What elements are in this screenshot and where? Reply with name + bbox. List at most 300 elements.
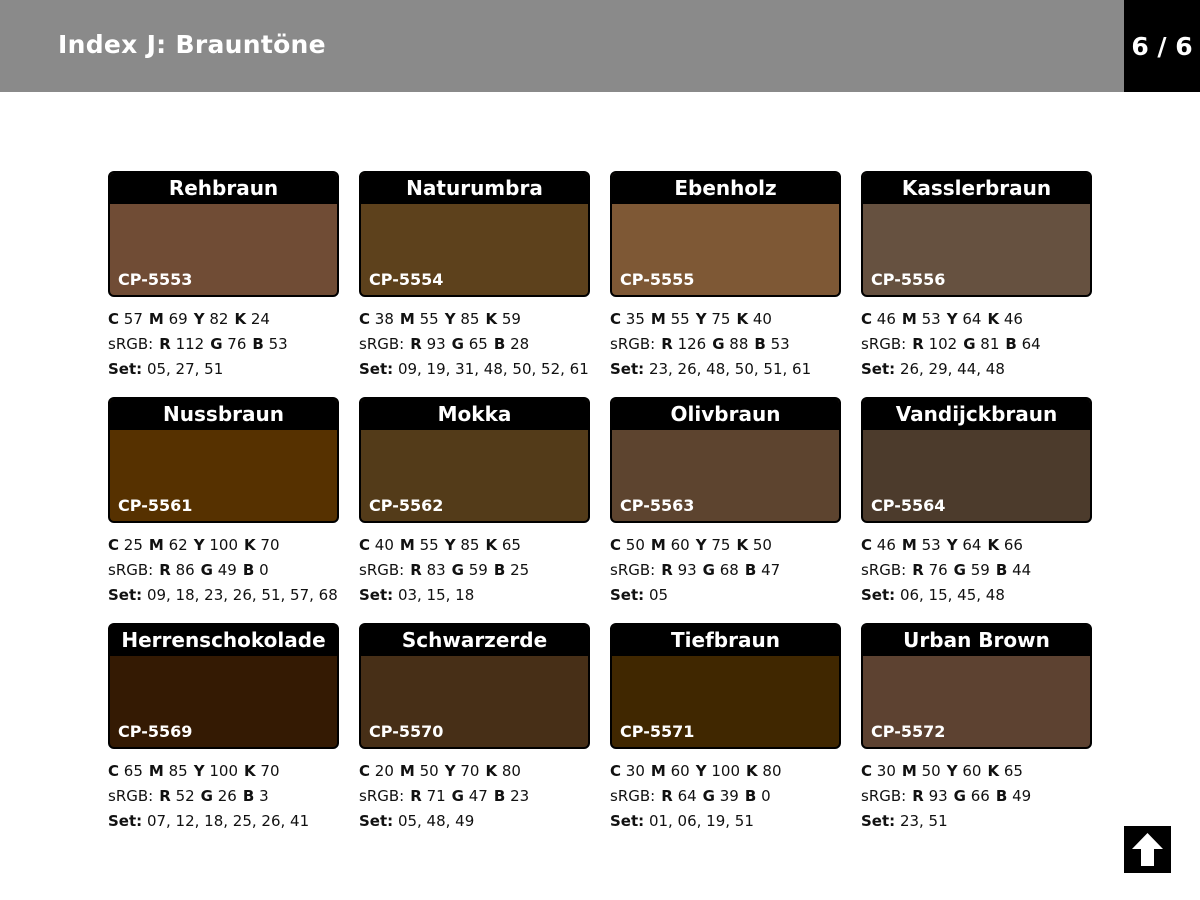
cmyk-label-c: C — [108, 762, 120, 780]
color-name: Kasslerbraun — [863, 173, 1090, 204]
color-specs — [359, 533, 590, 608]
color-card — [610, 171, 841, 397]
rgb-label-b: B — [242, 787, 255, 805]
color-swatch — [108, 171, 339, 297]
rgb-value-b: 53 — [268, 335, 288, 353]
set-values: 03, 15, 18 — [397, 586, 475, 604]
rgb-value-r: 86 — [175, 561, 195, 579]
rgb-value-b: 25 — [510, 561, 530, 579]
cmyk-value-y: 64 — [962, 310, 982, 328]
color-code: CP-5561 — [118, 496, 193, 515]
cmyk-value-y: 75 — [711, 310, 731, 328]
srgb-label: sRGB: — [861, 335, 907, 353]
set-line — [108, 357, 339, 382]
rgb-label-g: G — [702, 787, 715, 805]
srgb-label: sRGB: — [108, 335, 154, 353]
rgb-value-g: 88 — [729, 335, 749, 353]
rgb-label-b: B — [744, 787, 757, 805]
page-number-box — [1124, 0, 1200, 92]
color-specs — [108, 533, 339, 608]
back-to-top-button[interactable] — [1124, 826, 1171, 873]
set-line — [610, 809, 841, 834]
rgb-label-r: R — [912, 787, 924, 805]
rgb-label-g: G — [210, 335, 223, 353]
rgb-label-r: R — [410, 787, 422, 805]
rgb-label-b: B — [1005, 335, 1017, 353]
cmyk-label-y: Y — [193, 762, 205, 780]
srgb-label: sRGB: — [359, 561, 405, 579]
color-card — [861, 397, 1092, 623]
rgb-value-b: 28 — [510, 335, 530, 353]
srgb-line — [610, 332, 841, 357]
rgb-value-g: 47 — [468, 787, 488, 805]
rgb-value-b: 47 — [761, 561, 781, 579]
rgb-value-g: 66 — [970, 787, 990, 805]
color-card — [108, 623, 339, 849]
cmyk-label-k: K — [234, 310, 247, 328]
color-swatch — [861, 623, 1092, 749]
color-swatch — [359, 171, 590, 297]
color-swatch — [610, 397, 841, 523]
rgb-value-g: 59 — [468, 561, 488, 579]
color-code: CP-5564 — [871, 496, 946, 515]
color-name: Vandijckbraun — [863, 399, 1090, 430]
rgb-value-r: 112 — [175, 335, 205, 353]
rgb-value-r: 76 — [928, 561, 948, 579]
color-code: CP-5562 — [369, 496, 444, 515]
set-values: 05, 48, 49 — [397, 812, 475, 830]
cmyk-value-c: 30 — [625, 762, 645, 780]
cmyk-label-y: Y — [444, 310, 456, 328]
color-swatch-grid — [108, 171, 1092, 849]
rgb-label-b: B — [744, 561, 757, 579]
cmyk-label-c: C — [610, 536, 622, 554]
set-line — [108, 583, 339, 608]
set-values: 05, 27, 51 — [146, 360, 224, 378]
cmyk-label-c: C — [108, 536, 120, 554]
cmyk-label-c: C — [359, 536, 371, 554]
set-label: Set: — [359, 360, 394, 378]
cmyk-line — [610, 533, 841, 558]
cmyk-value-c: 35 — [625, 310, 645, 328]
color-code: CP-5570 — [369, 722, 444, 741]
set-line — [610, 357, 841, 382]
arrow-up-icon — [1124, 826, 1171, 873]
rgb-value-r: 71 — [426, 787, 446, 805]
set-values: 26, 29, 44, 48 — [899, 360, 1005, 378]
cmyk-value-c: 65 — [123, 762, 143, 780]
rgb-value-g: 26 — [217, 787, 237, 805]
cmyk-value-k: 70 — [260, 536, 280, 554]
rgb-label-g: G — [451, 561, 464, 579]
rgb-value-g: 65 — [468, 335, 488, 353]
set-label: Set: — [610, 360, 645, 378]
srgb-line — [108, 332, 339, 357]
rgb-label-b: B — [242, 561, 255, 579]
set-label: Set: — [108, 586, 143, 604]
cmyk-value-m: 50 — [419, 762, 439, 780]
color-name: Herrenschokolade — [110, 625, 337, 656]
rgb-label-b: B — [995, 787, 1008, 805]
cmyk-label-y: Y — [695, 310, 707, 328]
color-specs — [610, 533, 841, 608]
rgb-value-g: 76 — [227, 335, 247, 353]
set-values: 09, 18, 23, 26, 51, 57, 68 — [146, 586, 338, 604]
cmyk-value-c: 57 — [123, 310, 143, 328]
color-card — [610, 623, 841, 849]
set-label: Set: — [861, 812, 896, 830]
rgb-label-g: G — [963, 335, 976, 353]
cmyk-label-c: C — [610, 310, 622, 328]
srgb-line — [359, 784, 590, 809]
srgb-line — [861, 558, 1092, 583]
cmyk-label-m: M — [148, 310, 164, 328]
cmyk-label-k: K — [746, 762, 758, 780]
cmyk-line — [861, 307, 1092, 332]
set-values: 07, 12, 18, 25, 26, 41 — [146, 812, 310, 830]
cmyk-line — [861, 759, 1092, 784]
cmyk-label-k: K — [485, 310, 498, 328]
cmyk-label-m: M — [901, 536, 917, 554]
cmyk-label-m: M — [901, 762, 917, 780]
color-code: CP-5556 — [871, 270, 946, 289]
srgb-line — [108, 558, 339, 583]
rgb-label-b: B — [252, 335, 264, 353]
srgb-line — [610, 558, 841, 583]
rgb-label-r: R — [661, 335, 673, 353]
cmyk-line — [359, 533, 590, 558]
cmyk-label-y: Y — [946, 762, 958, 780]
cmyk-value-m: 62 — [168, 536, 188, 554]
set-label: Set: — [359, 586, 394, 604]
set-label: Set: — [108, 812, 143, 830]
cmyk-label-k: K — [244, 536, 256, 554]
rgb-label-b: B — [995, 561, 1008, 579]
cmyk-label-y: Y — [946, 536, 958, 554]
rgb-value-b: 53 — [770, 335, 790, 353]
rgb-value-b: 3 — [259, 787, 269, 805]
cmyk-value-m: 60 — [670, 762, 690, 780]
cmyk-line — [610, 759, 841, 784]
cmyk-value-y: 85 — [460, 310, 480, 328]
color-name: Nussbraun — [110, 399, 337, 430]
cmyk-line — [610, 307, 841, 332]
rgb-value-b: 23 — [510, 787, 530, 805]
cmyk-label-c: C — [861, 536, 873, 554]
rgb-value-g: 39 — [719, 787, 739, 805]
rgb-label-b: B — [493, 335, 506, 353]
rgb-label-r: R — [159, 787, 171, 805]
cmyk-label-m: M — [650, 536, 666, 554]
set-values: 01, 06, 19, 51 — [648, 812, 754, 830]
set-values: 23, 51 — [899, 812, 948, 830]
color-swatch — [861, 397, 1092, 523]
color-swatch — [108, 397, 339, 523]
color-swatch — [359, 397, 590, 523]
rgb-value-b: 0 — [259, 561, 269, 579]
set-line — [861, 809, 1092, 834]
cmyk-label-y: Y — [695, 762, 707, 780]
cmyk-value-c: 30 — [876, 762, 896, 780]
cmyk-value-m: 55 — [419, 310, 439, 328]
rgb-label-b: B — [493, 787, 506, 805]
set-label: Set: — [861, 360, 896, 378]
rgb-value-r: 93 — [426, 335, 446, 353]
color-card — [108, 171, 339, 397]
cmyk-label-m: M — [399, 762, 415, 780]
cmyk-label-m: M — [399, 536, 415, 554]
set-values: 09, 19, 31, 48, 50, 52, 61 — [397, 360, 589, 378]
cmyk-value-m: 85 — [168, 762, 188, 780]
cmyk-label-c: C — [861, 762, 873, 780]
set-values: 05 — [648, 586, 669, 604]
rgb-label-r: R — [159, 335, 171, 353]
srgb-label: sRGB: — [861, 787, 907, 805]
rgb-value-r: 102 — [928, 335, 958, 353]
cmyk-value-k: 70 — [260, 762, 280, 780]
color-name: Rehbraun — [110, 173, 337, 204]
cmyk-value-k: 46 — [1003, 310, 1023, 328]
cmyk-line — [108, 533, 339, 558]
rgb-value-r: 64 — [677, 787, 697, 805]
color-name: Schwarzerde — [361, 625, 588, 656]
rgb-value-r: 93 — [677, 561, 697, 579]
color-specs — [861, 533, 1092, 608]
color-swatch — [610, 171, 841, 297]
cmyk-value-y: 82 — [209, 310, 229, 328]
rgb-label-g: G — [200, 561, 213, 579]
rgb-label-g: G — [451, 335, 464, 353]
cmyk-value-y: 60 — [962, 762, 982, 780]
cmyk-label-k: K — [987, 762, 1000, 780]
rgb-value-g: 81 — [980, 335, 1000, 353]
page-title: Index J: Brauntöne — [58, 30, 326, 59]
srgb-line — [359, 332, 590, 357]
cmyk-line — [108, 307, 339, 332]
color-code: CP-5571 — [620, 722, 695, 741]
color-code: CP-5569 — [118, 722, 193, 741]
cmyk-value-k: 40 — [752, 310, 772, 328]
cmyk-label-c: C — [108, 310, 120, 328]
color-card — [108, 397, 339, 623]
set-label: Set: — [359, 812, 394, 830]
cmyk-label-y: Y — [193, 536, 205, 554]
cmyk-value-c: 20 — [374, 762, 394, 780]
srgb-label: sRGB: — [108, 787, 154, 805]
cmyk-label-k: K — [736, 536, 749, 554]
rgb-label-g: G — [953, 561, 966, 579]
cmyk-value-m: 55 — [670, 310, 690, 328]
set-values: 23, 26, 48, 50, 51, 61 — [648, 360, 812, 378]
rgb-label-g: G — [953, 787, 966, 805]
color-specs — [359, 759, 590, 834]
rgb-label-r: R — [661, 787, 673, 805]
cmyk-label-m: M — [650, 310, 666, 328]
set-label: Set: — [861, 586, 896, 604]
cmyk-label-k: K — [987, 310, 1000, 328]
srgb-label: sRGB: — [610, 335, 656, 353]
cmyk-value-y: 100 — [209, 536, 238, 554]
rgb-value-b: 49 — [1012, 787, 1032, 805]
cmyk-value-k: 80 — [501, 762, 521, 780]
set-line — [610, 583, 841, 608]
set-line — [861, 357, 1092, 382]
srgb-line — [108, 784, 339, 809]
rgb-label-r: R — [912, 335, 924, 353]
cmyk-line — [861, 533, 1092, 558]
color-code: CP-5555 — [620, 270, 695, 289]
cmyk-label-y: Y — [193, 310, 205, 328]
rgb-value-r: 52 — [175, 787, 195, 805]
cmyk-value-y: 100 — [209, 762, 238, 780]
cmyk-value-y: 75 — [711, 536, 731, 554]
color-specs — [108, 759, 339, 834]
cmyk-value-m: 69 — [168, 310, 188, 328]
srgb-label: sRGB: — [861, 561, 907, 579]
srgb-label: sRGB: — [359, 787, 405, 805]
cmyk-value-m: 53 — [921, 536, 941, 554]
srgb-line — [861, 332, 1092, 357]
srgb-label: sRGB: — [359, 335, 405, 353]
rgb-value-b: 64 — [1021, 335, 1041, 353]
srgb-line — [861, 784, 1092, 809]
cmyk-value-k: 65 — [501, 536, 521, 554]
rgb-label-b: B — [754, 335, 766, 353]
cmyk-label-k: K — [244, 762, 256, 780]
cmyk-label-m: M — [399, 310, 415, 328]
color-card — [359, 397, 590, 623]
cmyk-value-y: 85 — [460, 536, 480, 554]
rgb-label-g: G — [712, 335, 725, 353]
rgb-value-r: 93 — [928, 787, 948, 805]
cmyk-label-k: K — [987, 536, 1000, 554]
cmyk-value-m: 53 — [921, 310, 941, 328]
cmyk-line — [108, 759, 339, 784]
cmyk-label-m: M — [901, 310, 917, 328]
cmyk-value-c: 38 — [374, 310, 394, 328]
cmyk-value-c: 40 — [374, 536, 394, 554]
cmyk-value-k: 80 — [762, 762, 782, 780]
cmyk-label-c: C — [359, 762, 371, 780]
cmyk-value-c: 46 — [876, 536, 896, 554]
srgb-label: sRGB: — [610, 787, 656, 805]
rgb-label-g: G — [200, 787, 213, 805]
cmyk-label-y: Y — [946, 310, 958, 328]
rgb-label-r: R — [661, 561, 673, 579]
cmyk-value-c: 50 — [625, 536, 645, 554]
set-label: Set: — [108, 360, 143, 378]
set-label: Set: — [610, 812, 645, 830]
rgb-value-g: 49 — [217, 561, 237, 579]
cmyk-value-k: 24 — [250, 310, 270, 328]
color-card — [861, 171, 1092, 397]
color-name: Mokka — [361, 399, 588, 430]
color-swatch — [610, 623, 841, 749]
cmyk-value-c: 46 — [876, 310, 896, 328]
color-card — [610, 397, 841, 623]
srgb-label: sRGB: — [610, 561, 656, 579]
color-specs — [861, 307, 1092, 382]
cmyk-line — [359, 759, 590, 784]
set-line — [359, 357, 590, 382]
cmyk-label-m: M — [148, 536, 164, 554]
cmyk-value-m: 60 — [670, 536, 690, 554]
color-specs — [108, 307, 339, 382]
color-specs — [861, 759, 1092, 834]
color-code: CP-5563 — [620, 496, 695, 515]
cmyk-value-c: 25 — [123, 536, 143, 554]
color-card — [861, 623, 1092, 849]
cmyk-value-k: 65 — [1003, 762, 1023, 780]
color-name: Tiefbraun — [612, 625, 839, 656]
color-name: Naturumbra — [361, 173, 588, 204]
cmyk-label-c: C — [610, 762, 622, 780]
color-swatch — [359, 623, 590, 749]
set-line — [861, 583, 1092, 608]
page-number: 6 / 6 — [1131, 32, 1193, 61]
set-line — [108, 809, 339, 834]
cmyk-value-k: 59 — [501, 310, 521, 328]
cmyk-label-c: C — [861, 310, 873, 328]
rgb-value-b: 44 — [1012, 561, 1032, 579]
rgb-value-g: 59 — [970, 561, 990, 579]
rgb-label-r: R — [159, 561, 171, 579]
rgb-value-r: 83 — [426, 561, 446, 579]
color-card — [359, 623, 590, 849]
color-specs — [610, 759, 841, 834]
cmyk-value-k: 66 — [1003, 536, 1023, 554]
rgb-value-r: 126 — [677, 335, 707, 353]
page-header — [0, 0, 1200, 92]
cmyk-value-y: 100 — [711, 762, 740, 780]
srgb-line — [610, 784, 841, 809]
rgb-label-g: G — [451, 787, 464, 805]
cmyk-label-y: Y — [444, 762, 456, 780]
rgb-label-r: R — [410, 335, 422, 353]
color-code: CP-5553 — [118, 270, 193, 289]
cmyk-value-m: 55 — [419, 536, 439, 554]
color-name: Ebenholz — [612, 173, 839, 204]
cmyk-label-k: K — [485, 536, 498, 554]
color-card — [359, 171, 590, 397]
set-values: 06, 15, 45, 48 — [899, 586, 1005, 604]
cmyk-label-y: Y — [695, 536, 707, 554]
color-swatch — [108, 623, 339, 749]
rgb-label-r: R — [410, 561, 422, 579]
rgb-label-g: G — [702, 561, 715, 579]
cmyk-value-k: 50 — [752, 536, 772, 554]
color-specs — [610, 307, 841, 382]
set-label: Set: — [610, 586, 645, 604]
color-code: CP-5572 — [871, 722, 946, 741]
rgb-value-b: 0 — [761, 787, 771, 805]
srgb-label: sRGB: — [108, 561, 154, 579]
set-line — [359, 809, 590, 834]
srgb-line — [359, 558, 590, 583]
cmyk-label-k: K — [485, 762, 498, 780]
cmyk-label-y: Y — [444, 536, 456, 554]
rgb-label-r: R — [912, 561, 924, 579]
cmyk-value-y: 70 — [460, 762, 480, 780]
cmyk-label-m: M — [650, 762, 666, 780]
color-name: Olivbraun — [612, 399, 839, 430]
color-code: CP-5554 — [369, 270, 444, 289]
cmyk-line — [359, 307, 590, 332]
rgb-value-g: 68 — [719, 561, 739, 579]
rgb-label-b: B — [493, 561, 506, 579]
cmyk-label-m: M — [148, 762, 164, 780]
set-line — [359, 583, 590, 608]
